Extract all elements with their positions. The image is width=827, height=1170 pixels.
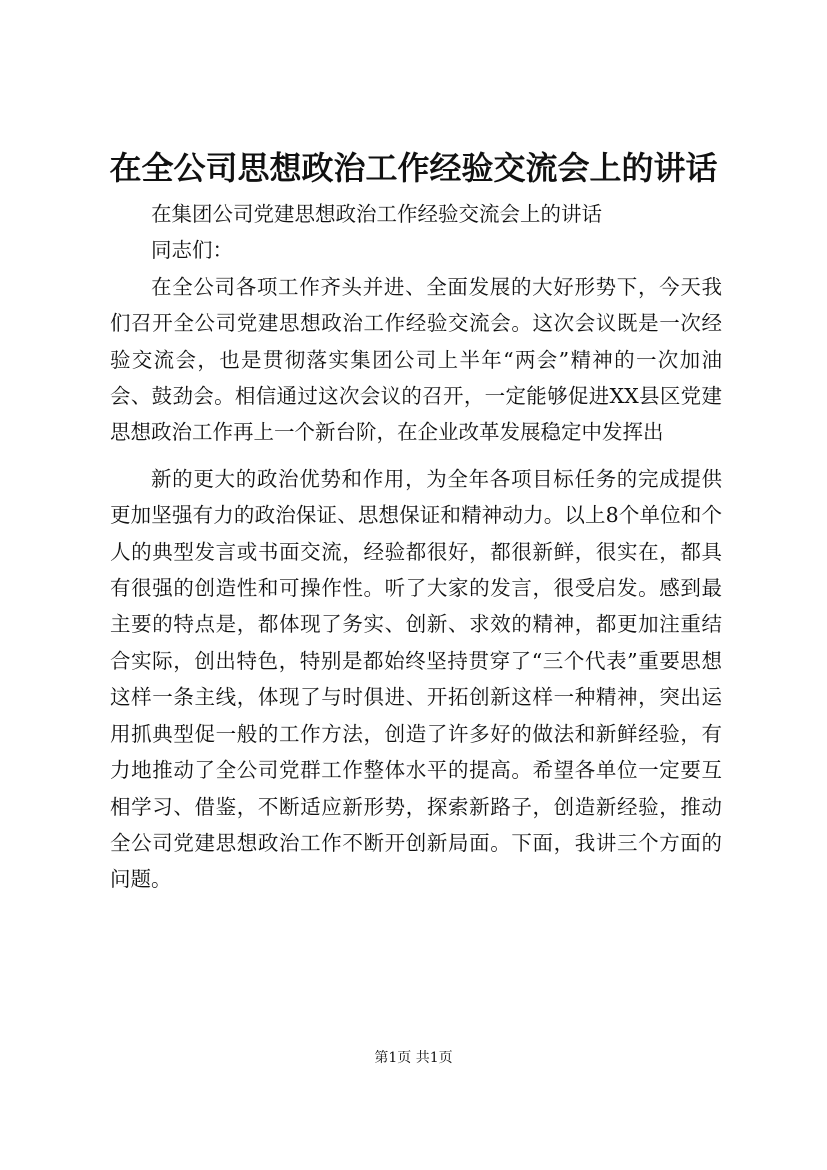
- subtitle-paragraph: 在集团公司党建思想政治工作经验交流会上的讲话: [151, 202, 602, 226]
- document-title: 在全公司思想政治工作经验交流会上的讲话: [109, 149, 718, 187]
- document-body: [110, 196, 722, 898]
- page-number-footer: 第1页 共1页: [374, 1050, 453, 1066]
- body-paragraph-1: 在全公司各项工作齐头并进、全面发展的大好形势下，今天我们召开全公司党建思想政治工作经验交流会。这次会议既是一次经验交流会，也是贯彻落实集团公司上半年“两会”精神的一次加油会、鼓劲会。相信通过这次会议的召开，一定能够促进XX县区党建思想政治工作再上一个新台阶，在企业改革发展稳定中发挥出: [110, 274, 722, 445]
- body-paragraph-2: 新的更大的政治优势和作用，为全年各项目标任务的完成提供更加坚强有力的政治保证、思想保证和精神动力。以上8个单位和个人的典型发言或书面交流，经验都很好，都很新鲜，很实在，都具有很强的创造性和可操作性。听了大家的发言，很受启发。感到最主要的特点是，都体现了务实、创新、求效的精神，都更加注重结合实际，创出特色，特别是都始终坚持贯穿了“三个代表”重要思想这样一条主线，体现了与时俱进、开拓创新这样一种精神，突出运用抓典型促一般的工作方法，创造了许多好的做法和新鲜经验，有力地推动了全公司党群工作整体水平的提高。希望各单位一定要互相学习、借鉴，不断适应新形势，探索新路子，创造新经验，推动全公司党建思想政治工作不断开创新局面。下面，我讲三个方面的问题。: [110, 466, 722, 892]
- salutation-paragraph: 同志们：: [151, 238, 233, 263]
